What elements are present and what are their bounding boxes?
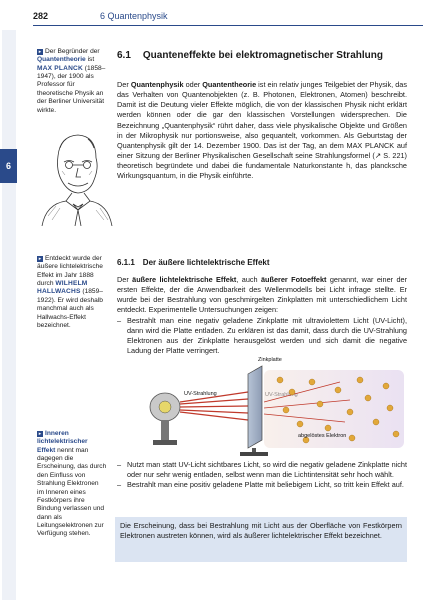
bullet-item: – Bestrahlt man eine negativ geladene Zinkplatte mit ultraviolettem Licht (UV-Licht), dann wird die Platte entladen. Zu erklären ist das damit, dass durch die UV-Strahlung Elektronen aus der Zinkplatte herausgelöst werden und sich damit die negative Ladung der Platte verringert. (117, 316, 407, 357)
subsection-paragraph: Der äußere lichtelektrische Effekt, auch äußerer Fotoeffekt genannt, war einer der ersten Effekte, der die Anwendbarkeit des Wellenmodells bei Licht infrage stellte. Er wurde bei der Bestrahlung von geschmirgelten Zinkplatten mit unterschiedlichem Licht entdeckt. Experimentelle Untersuchungen zeigen: – Bestrahlt man eine negativ geladene Zinkplatte mit ultraviolettem Licht (UV-Licht), dann wird die Platte entladen. Zu erklären ist das damit, dass durch die UV-Strahlung Elektronen aus der Zinkplatte herausgelöst werden und sich damit die negative Ladung der Platte verringert. (117, 275, 407, 356)
planck-portrait (36, 126, 116, 226)
info-marker-icon: ▸ (38, 49, 42, 55)
definition-box (115, 517, 407, 562)
section-heading: 6.1 Quanteneffekte bei elektromagnetischer Strahlung (117, 50, 383, 61)
header-rule (33, 25, 423, 26)
sidebar-note-hallwachs: ▸ Entdeckt wurde der äußere lichtelektrische Effekt im Jahr 1888 durch WILHELM HALLWACHS (1859–1922). Er wird deshalb manchmal auch als Hallwachs-Effekt bezeichnet. (37, 255, 103, 329)
label-electron: abgelöstes Elektron (298, 433, 347, 439)
definition-text: Die Erscheinung, dass bei Bestrahlung mit Licht aus der Oberfläche von Festkörpern Elektronen austreten können, wird als äußerer lichtelektrischer Effekt bezeichnet. (120, 521, 402, 541)
bullet-item: – Bestrahlt man eine positiv geladene Platte mit beliebigem Licht, so tritt kein Effekt auf. (117, 480, 407, 490)
bullet-list (117, 460, 407, 490)
section-intro-paragraph: Der Quantenphysik oder Quantentheorie ist ein relativ junges Teilgebiet der Physik, das das Verhalten von Quantenobjekten (z. B. Photonen, Elektronen, Atomen) beschreibt. Damit ist die Deutung vieler Effekte möglich, die von der klassischen Physik nicht erklärt werden können oder die gar den klassischen Vorstellungen widersprechen. Die Bezeichnung „Quantenphysik“ rührt daher, dass viele physikalische Objekte und Größen in der Mikrophysik nur portionsweise, also gequantelt, vorkommen. Als Geburtstag der Quantenphysik gilt der 14. Dezember 1900. Das ist der Tag, an dem MAX PLANCK auf einer Sitzung der Berliner Physikalischen Gesellschaft seine Strahlungsformel (↗ S. 221) theoretisch begründete und dabei die fundamentale Naturkonstante h, das plancksche Wirkungsquantum, in die Physik einführte. (117, 80, 407, 181)
chapter-tab[interactable]: 6 (0, 149, 17, 183)
info-marker-icon: ▸ (38, 431, 42, 437)
subsection-heading: 6.1.1 Der äußere lichtelektrische Effekt (117, 258, 270, 267)
label-uv-1: UV-Strahlung (184, 391, 217, 397)
sidebar-note-planck: ▸ Der Begründer der Quantentheorie ist MAX PLANCK (1858–1947), der 1900 als Professor für theoretische Physik an der Berliner Universität wirkte. (37, 48, 106, 114)
zinc-plate (248, 366, 262, 448)
margin-strip (2, 30, 16, 600)
info-marker-icon: ▸ (38, 256, 42, 262)
chapter-title: 6 Quantenphysik (100, 11, 168, 21)
photoeffect-figure (140, 352, 410, 457)
label-zinc-plate: Zinkplatte (258, 357, 282, 363)
bullet-item: – Nutzt man statt UV-Licht sichtbares Licht, so wird die negativ geladene Zinkplatte nicht oder nur sehr wenig entladen, selbst wenn man die Lichtintensität sehr hoch wählt. (117, 460, 407, 480)
page-number: 282 (33, 11, 49, 21)
sidebar-note-inner-effect: ▸ Inneren lichtelektrischer Effekt nennt man dagegen die Erscheinung, das durch den Einfluss von Strahlung Elektronen im Inneren eines Festkörpers ihre Bindung verlassen und dann als Leitungselektronen zur Verfügung stehen. (37, 430, 107, 538)
